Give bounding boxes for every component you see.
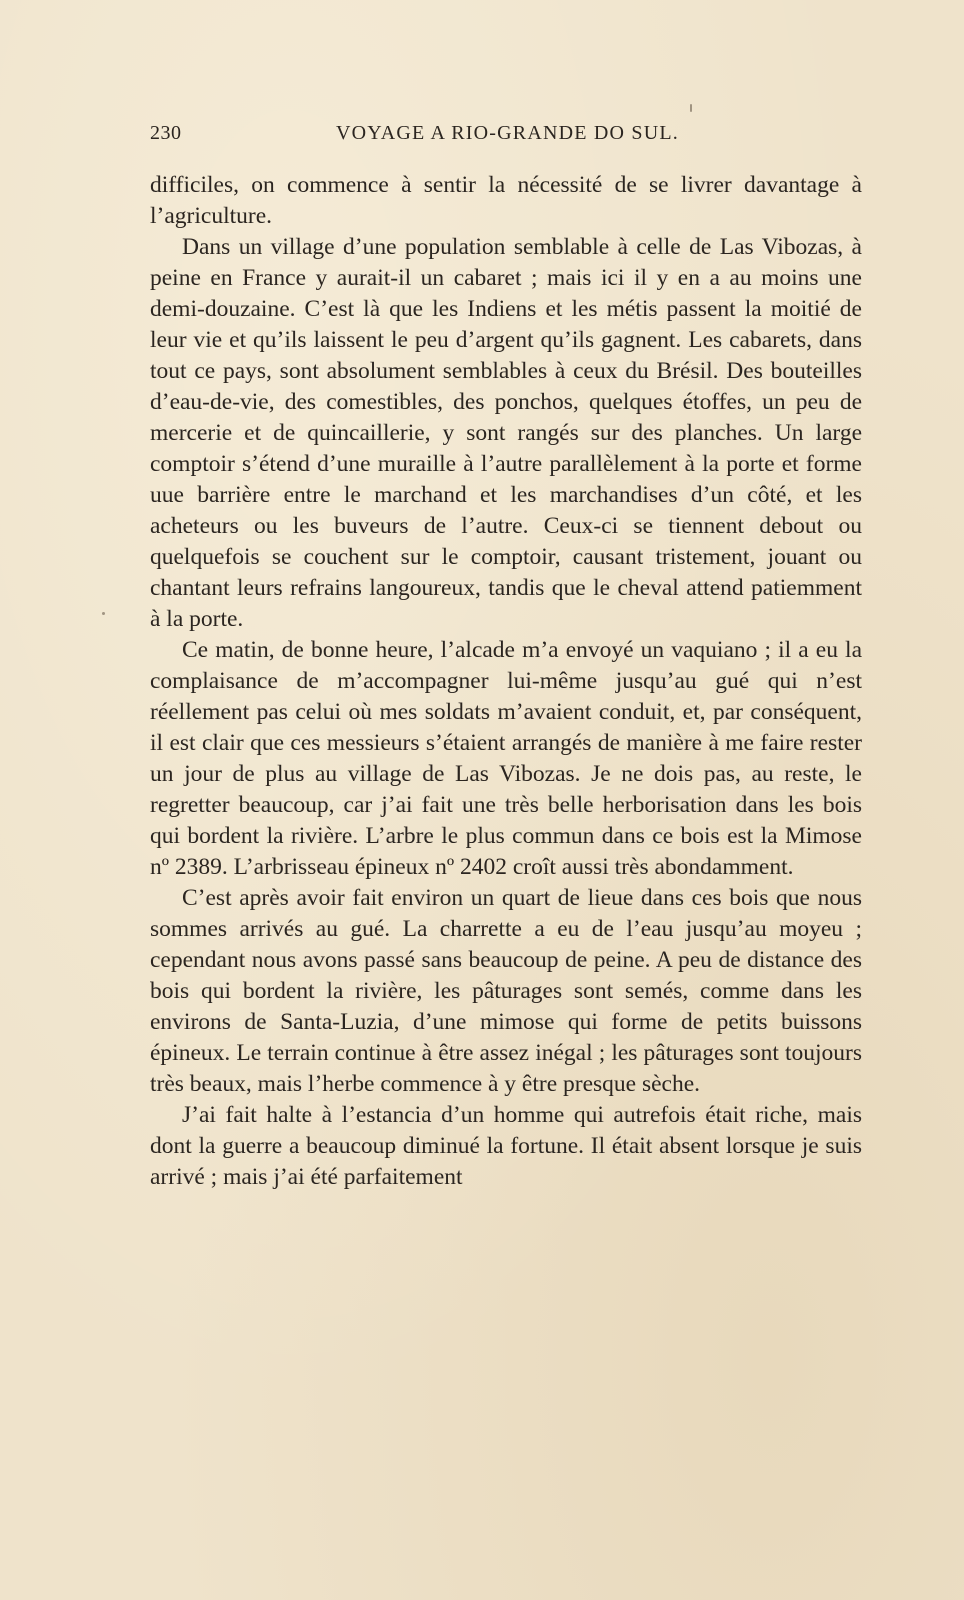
paper-speck — [102, 612, 105, 615]
paragraph-estancia: J’ai fait halte à l’estancia d’un homme qui autrefois était riche, mais dont la guerre a beaucoup diminué la fortune. Il était absent lorsque je suis arrivé ; mais j’ai été parfaitement — [150, 1102, 862, 1190]
body-text — [150, 170, 862, 1193]
page-header — [150, 122, 862, 150]
page-number: 230 — [150, 122, 182, 144]
paper-speck — [690, 104, 692, 112]
paragraph-morning: Ce matin, de bonne heure, l’alcade m’a envoyé un vaquiano ; il a eu la complaisance de m’accompagner lui-même jusqu’au gué qui n’est réellement pas celui où mes soldats m’avaient conduit, et, par conséquent, il est clair que ces messieurs s’étaient arrangés de manière à me faire rester un jour de plus au village de Las Vibozas. Je ne dois pas, au reste, le regretter beaucoup, car j’ai fait une très belle herborisation dans les bois qui bordent la rivière. L’arbre le plus commun dans ce bois est la Mimose nº 2389. L’arbrisseau épineux nº 2402 croît aussi très abondamment. — [150, 637, 862, 880]
running-title: VOYAGE A RIO-GRANDE DO SUL. — [336, 122, 679, 144]
paragraph-cabarets: Dans un village d’une population semblable à celle de Las Vibozas, à peine en France y aurait-il un cabaret ; mais ici il y en a au moins une demi-douzaine. C’est là que les Indiens et les métis passent la moitié de leur vie et qu’ils laissent le peu d’argent qu’ils gagnent. Les cabarets, dans tout ce pays, sont absolument semblables à ceux du Brésil. Des bouteilles d’eau-de-vie, des comestibles, des ponchos, quelques étoffes, un peu de mercerie et de quincaillerie, y sont rangés sur des planches. Un large comptoir s’étend d’une muraille à l’autre parallèlement à la porte et forme uue barrière entre le marchand et les marchandises d’un côté, et les acheteurs ou les buveurs de l’autre. Ceux-ci se tiennent debout ou quelquefois se couchent sur le comptoir, causant tristement, jouant ou chantant leurs refrains langoureux, tandis que le cheval attend patiemment à la porte. — [150, 234, 862, 632]
paragraph-continuation: difficiles, on commence à sentir la nécessité de se livrer davantage à l’agriculture. — [150, 172, 862, 229]
paragraph-ford: C’est après avoir fait environ un quart de lieue dans ces bois que nous sommes arrivés au gué. La charrette a eu de l’eau jusqu’au moyeu ; cependant nous avons passé sans beaucoup de peine. A peu de distance des bois qui bordent la rivière, les pâturages sont semés, comme dans les environs de Santa-Luzia, d’une mimose qui forme de petits buissons épineux. Le terrain continue à être assez inégal ; les pâturages sont toujours très beaux, mais l’herbe commence à y être presque sèche. — [150, 885, 862, 1097]
